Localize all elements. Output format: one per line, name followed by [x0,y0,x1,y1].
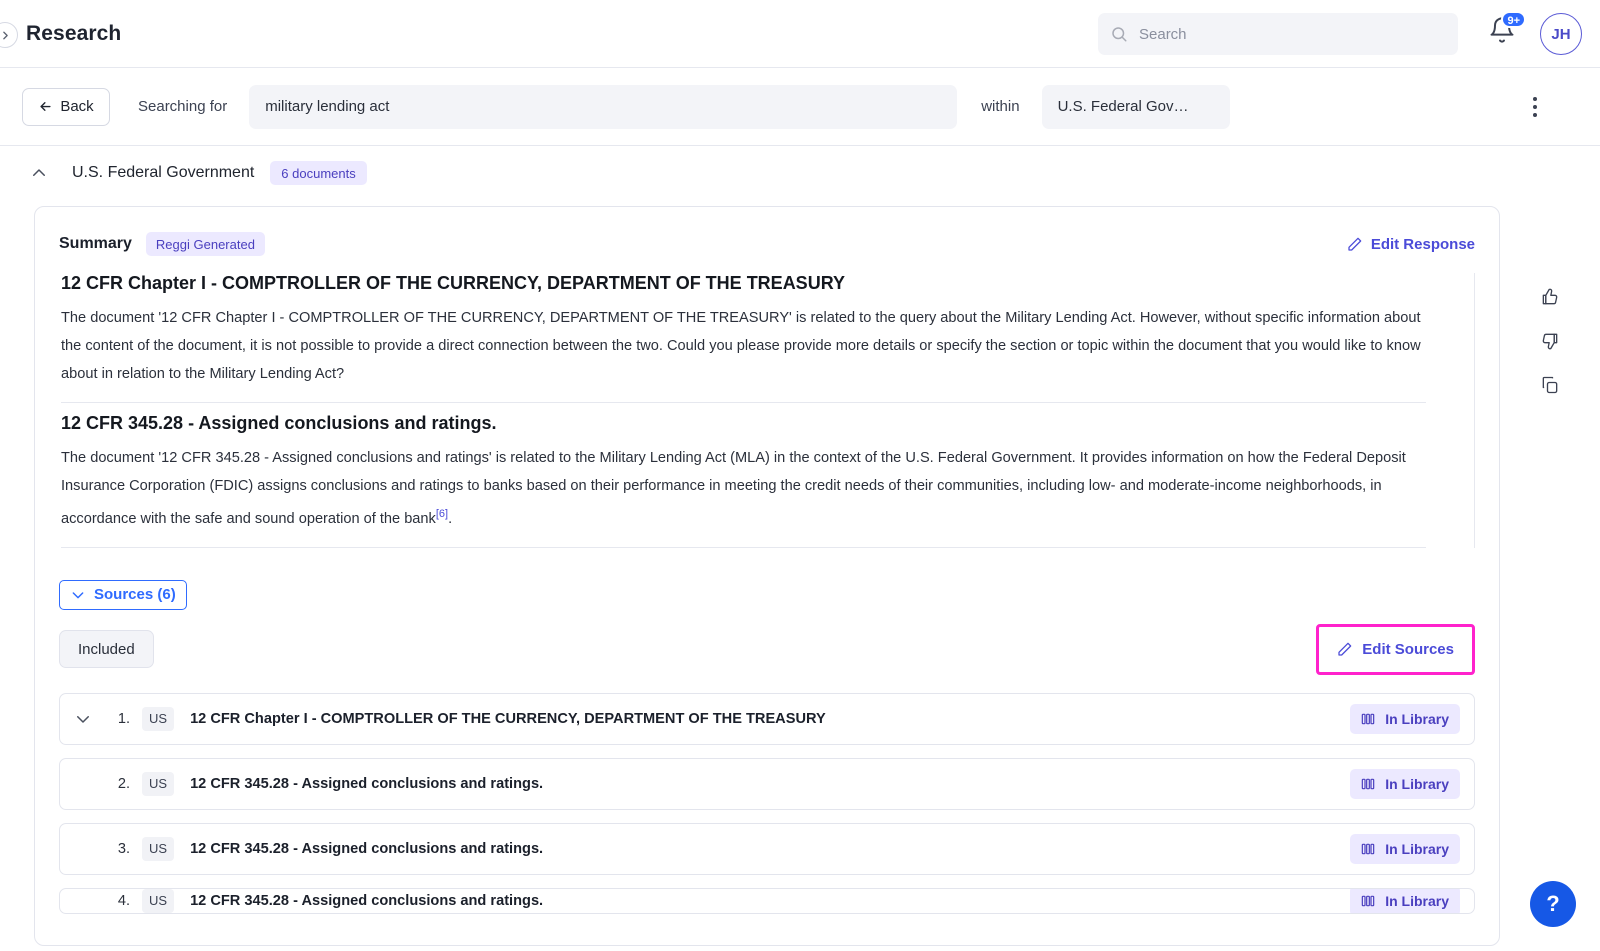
notifications-button[interactable] [1488,16,1520,50]
section-text-body: The document '12 CFR 345.28 - Assigned conclusions and ratings' is related to the Military Lending Act (MLA) in the context of the U.S. Federal Government. It provides information on how the Federal Deposit Insurance Corporation (FDIC) assigns conclusions and ratings to banks based on their performance in meeting the credit needs of their communities, including low- and moderate-income neighborhoods, in accordance with the safe and sound operation of the bank [61,450,1406,527]
source-jurisdiction: US [142,707,174,731]
list-item[interactable] [59,888,1475,914]
document-count-badge: 6 documents [270,161,366,185]
back-label: Back [60,98,94,115]
sources-list [59,693,1475,914]
status-label: In Library [1385,840,1449,857]
pencil-icon [1337,641,1353,657]
status-badge[interactable] [1350,888,1460,914]
summary-body [59,273,1475,548]
top-bar [0,0,1600,68]
reggi-generated-badge: Reggi Generated [146,232,265,256]
group-title: U.S. Federal Government [72,164,255,181]
section-text: The document '12 CFR Chapter I - COMPTROLLER OF THE CURRENCY, DEPARTMENT OF THE TREASURY' is related to the query about the Military Lending Act. However, without specific information about the content of the document, it is not possible to provide a direct connection between the two. Could you please provide more details or specify the section or topic within the document that you would like to know about in relation to the Military Lending Act? [61,310,1421,382]
source-title: 12 CFR 345.28 - Assigned conclusions and ratings. [190,840,544,857]
chevron-down-icon[interactable] [74,710,92,728]
source-jurisdiction: US [142,889,174,913]
divider [61,547,1426,548]
library-icon [1361,712,1377,726]
group-header [0,146,1600,200]
status-badge[interactable] [1350,834,1460,864]
search-input[interactable] [1137,25,1446,44]
source-jurisdiction: US [142,837,174,861]
help-button[interactable]: ? [1530,881,1576,927]
notification-badge: 9+ [1501,11,1526,28]
list-item[interactable] [59,758,1475,810]
source-title: 12 CFR 345.28 - Assigned conclusions and ratings. [190,892,544,909]
list-item[interactable] [59,823,1475,875]
sources-toggle-button[interactable] [59,580,187,610]
search-icon [1110,25,1128,43]
source-title: 12 CFR 345.28 - Assigned conclusions and ratings. [190,775,544,792]
search-toolbar [0,68,1600,146]
list-item[interactable] [59,693,1475,745]
source-number: 1. [117,710,130,727]
status-badge[interactable] [1350,769,1460,799]
section-title: 12 CFR Chapter I - COMPTROLLER OF THE CURRENCY, DEPARTMENT OF THE TREASURY [61,273,846,293]
arrow-left-icon [38,99,53,114]
pencil-icon [1347,236,1363,252]
source-number: 3. [117,840,130,857]
global-search[interactable] [1098,13,1458,55]
included-filter-chip[interactable]: Included [59,630,154,668]
chevron-down-icon [70,587,86,603]
status-label: In Library [1385,710,1449,727]
section-title: 12 CFR 345.28 - Assigned conclusions and ratings. [61,413,497,433]
reaction-rail [1528,287,1572,395]
status-label: In Library [1385,892,1449,909]
scope-selector[interactable]: U.S. Federal Gov… [1042,85,1230,129]
source-title: 12 CFR Chapter I - COMPTROLLER OF THE CURRENCY, DEPARTMENT OF THE TREASURY [190,710,826,727]
edit-sources-button[interactable] [1316,624,1475,675]
query-input[interactable]: military lending act [249,85,957,129]
searching-for-label: Searching for [138,98,228,115]
library-icon [1361,777,1377,791]
source-number: 2. [117,775,130,792]
edit-response-label: Edit Response [1370,235,1475,253]
thumbs-up-icon[interactable] [1540,287,1560,307]
back-button[interactable] [22,88,110,126]
thumbs-down-icon[interactable] [1540,331,1560,351]
more-options-icon[interactable] [1524,94,1546,120]
avatar[interactable]: JH [1540,13,1582,55]
status-badge[interactable] [1350,704,1460,734]
citation-marker[interactable]: [6] [435,508,449,520]
within-label: within [981,98,1020,115]
edit-response-button[interactable] [1347,236,1475,253]
divider [61,402,1426,403]
sources-toggle-label: Sources (6) [94,586,176,604]
library-icon [1361,842,1377,856]
edit-sources-label: Edit Sources [1362,640,1454,658]
library-icon [1361,894,1377,908]
source-number: 4. [117,892,130,909]
source-jurisdiction: US [142,772,174,796]
copy-icon[interactable] [1540,375,1560,395]
summary-label: Summary [59,235,132,252]
status-label: In Library [1385,775,1449,792]
summary-card [34,206,1500,946]
page-title: Research [26,21,122,45]
section-text: The document '12 CFR 345.28 - Assigned conclusions and ratings' is related to the Military Lending Act (MLA) in the context of the U.S. Federal Government. It provides information on how the Federal Deposit Insurance Corporation (FDIC) assigns conclusions and ratings to banks based on their performance in meeting the credit needs of their communities, including low- and moderate-income neighborhoods, in accordance with the safe and sound operation of the bank[6]. [61,450,1406,527]
chevron-up-icon[interactable] [30,164,48,182]
sidebar-toggle-icon[interactable] [0,22,18,48]
sources-controls [59,624,1475,675]
summary-card-header [59,229,1475,259]
